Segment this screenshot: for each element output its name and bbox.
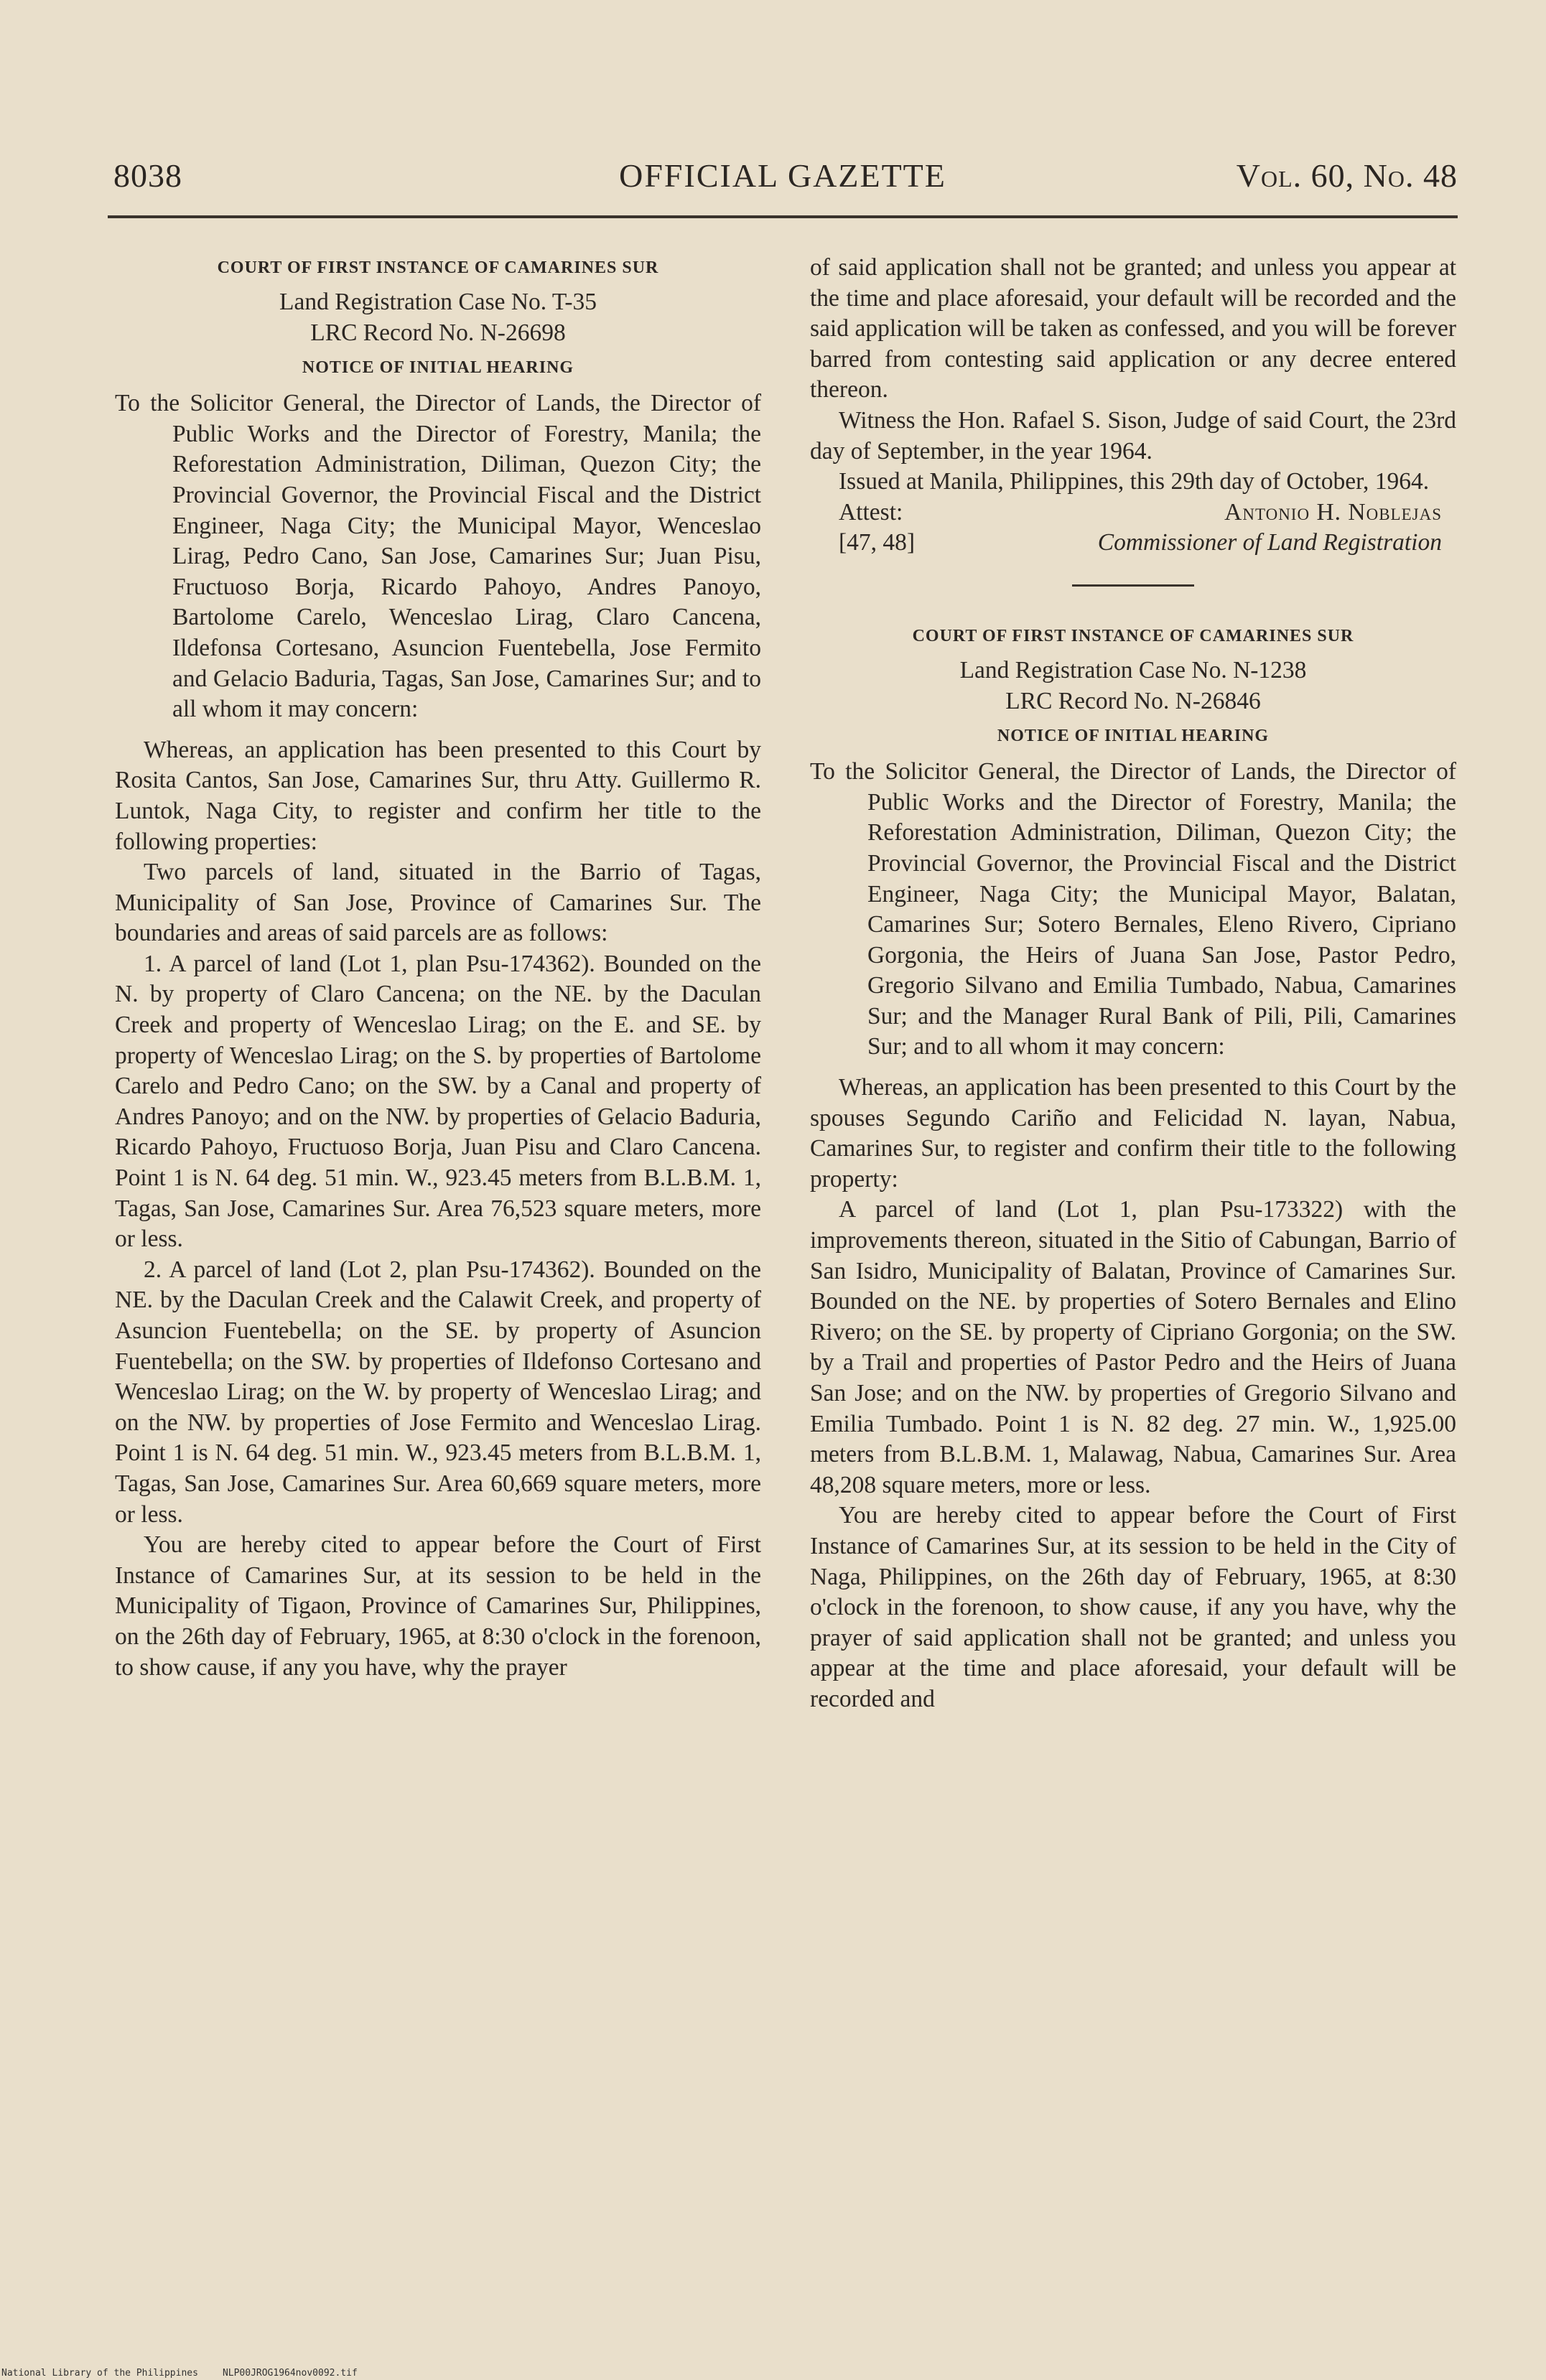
attest-line [810, 498, 1456, 528]
signatory-title: Commissioner of Land Registration [1097, 529, 1442, 556]
paragraph: Whereas, an application has been presented to this Court by the spouses Segundo Cariño and Felicidad N. layan, Nabua, Camarines Sur, to register and confirm their title to the following property: [810, 1074, 1456, 1193]
library-credit: National Library of the Philippines [1, 2368, 198, 2379]
scan-footer [1, 2368, 358, 2379]
scan-filename: NLP00JROG1964nov0092.tif [222, 2368, 358, 2379]
case-number: Land Registration Case No. N-1238 [959, 656, 1307, 683]
case-number: Land Registration Case No. T-35 [279, 289, 597, 315]
paragraph: Issued at Manila, Philippines, this 29th day of October, 1964. [839, 468, 1430, 495]
addressees: To the Solicitor General, the Director of Lands, the Director of Public Works and the Director of Forestry, Manila; the Reforestation Administration, Diliman, Quezon City; the Provincial Governor, the Provincial Fiscal and the District Engineer, Naga City; the Municipal Mayor, Wenceslao Lirag, Pedro Cano, San Jose, Camarines Sur; Juan Pisu, Fructuoso Borja, Ricardo Pahoyo, Andres Panoyo, Bartolome Carelo, Wenceslao Lirag, Claro Cancena, Ildefonsa Cortesano, Asuncion Fuentebella, Jose Fermito and Gelacio Baduria, Tagas, San Jose, Camarines Sur; and to all whom it may concern: [115, 390, 761, 723]
volume-number: Vol. 60, No. 48 [1236, 157, 1458, 194]
court-heading: COURT OF FIRST INSTANCE OF CAMARINES SUR [217, 258, 659, 277]
left-column [115, 253, 761, 1683]
paragraph: 1. A parcel of land (Lot 1, plan Psu-174362). Bounded on the N. by property of Claro Cancena; on the NE. by the Daculan Creek and property of Wenceslao Lirag; on the E. and SE. by property of Wenceslao Lirag; on the S. by properties of Bartolome Carelo and Pedro Cano; on the SW. by a Canal and property of Andres Panoyo; and on the NW. by properties of Gelacio Baduria, Ricardo Pahoyo, Fructuoso Borja, Juan Pisu and Claro Cancena. Point 1 is N. 64 deg. 51 min. W., 923.45 meters from B.L.B.M. 1, Tagas, San Jose, Camarines Sur. Area 76,523 square meters, more or less. [115, 950, 761, 1253]
issue-reference: [47, 48] [839, 529, 916, 556]
notice-title: NOTICE OF INITIAL HEARING [302, 358, 574, 378]
paragraph: Witness the Hon. Rafael S. Sison, Judge of said Court, the 23rd day of September, in the year 1964. [810, 406, 1456, 465]
attest-title-line [810, 528, 1456, 559]
paragraph: 2. A parcel of land (Lot 2, plan Psu-174362). Bounded on the NE. by the Daculan Creek and the Calawit Creek, and property of Asuncion Fuentebella; on the SE. by property of Asuncion Fuentebella; on the SW. by properties of Ildefonso Cortesano and Wenceslao Lirag; on the W. by property of Wenceslao Lirag; and on the NW. by properties of Jose Fermito and Wenceslao Lirag. Point 1 is N. 64 deg. 51 min. W., 923.45 meters from B.L.B.M. 1, Tagas, San Jose, Camarines Sur. Area 60,669 square meters, more or less. [115, 1256, 761, 1528]
attest-label: Attest: [839, 498, 903, 526]
publication-title: OFFICIAL GAZETTE [619, 157, 946, 194]
paragraph: You are hereby cited to appear before the Court of First Instance of Camarines Sur, at its session to be held in the City of Naga, Philippines, on the 26th day of February, 1965, at 8:30 o'clock in the forenoon, to show cause, if any you have, why the prayer of said application shall not be granted; and unless you appear at the time and place aforesaid, your default will be recorded and [810, 1502, 1456, 1712]
paragraph: You are hereby cited to appear before the Court of First Instance of Camarines Sur, at its session to be held in the Municipality of Tigaon, Province of Camarines Sur, Philippines, on the 26th day of February, 1965, at 8:30 o'clock in the forenoon, to show cause, if any you have, why the prayer [115, 1531, 761, 1681]
header-rule [108, 215, 1458, 218]
notice-title: NOTICE OF INITIAL HEARING [997, 727, 1270, 746]
page-header [108, 157, 1458, 207]
paragraph: Whereas, an application has been presented to this Court by Rosita Cantos, San Jose, Camarines Sur, thru Atty. Guillermo R. Luntok, Naga City, to register and confirm her title to the following properties: [115, 736, 761, 855]
section-divider [1072, 584, 1194, 587]
paragraph: of said application shall not be granted; and unless you appear at the time and place aforesaid, your default will be recorded and the said application will be taken as confessed, and you will be forever barred from contesting said application or any decree entered thereon. [810, 254, 1456, 403]
page-number: 8038 [113, 157, 182, 194]
record-number: LRC Record No. N-26698 [310, 319, 566, 346]
addressees: To the Solicitor General, the Director of Lands, the Director of Public Works and the Director of Forestry, Manila; the Reforestation Administration, Diliman, Quezon City; the Provincial Governor, the Provincial Fiscal and the District Engineer, Naga City; the Municipal Mayor, Balatan, Camarines Sur; Sotero Bernales, Eleno Rivero, Cipriano Gorgonia, the Heirs of Juana San Jose, Pastor Pedro, Gregorio Silvano and Emilia Tumbado, Nabua, Camarines Sur; and the Manager Rural Bank of Pili, Pili, Camarines Sur; and to all whom it may concern: [810, 758, 1456, 1060]
right-column [810, 253, 1456, 1715]
paragraph: Two parcels of land, situated in the Barrio of Tagas, Municipality of San Jose, Province of Camarines Sur. The boundaries and areas of said parcels are as follows: [115, 859, 761, 947]
paragraph: A parcel of land (Lot 1, plan Psu-173322) with the improvements thereon, situated in the Sitio of Cabungan, Barrio of San Isidro, Municipality of Balatan, Province of Camarines Sur. Bounded on the NE. by properties of Sotero Bernales and Elino Rivero; on the SE. by property of Cipriano Gorgonia; on the SW. by a Trail and properties of Pastor Pedro and the Heirs of Juana San Jose; and on the NW. by properties of Gregorio Silvano and Emilia Tumbado. Point 1 is N. 82 deg. 27 min. W., 1,925.00 meters from B.L.B.M. 1, Malawag, Nabua, Camarines Sur. Area 48,208 square meters, more or less. [810, 1196, 1456, 1498]
court-heading: COURT OF FIRST INSTANCE OF CAMARINES SUR [912, 626, 1354, 645]
signatory-name: Antonio H. Noblejas [1224, 498, 1442, 526]
record-number: LRC Record No. N-26846 [1005, 687, 1261, 714]
